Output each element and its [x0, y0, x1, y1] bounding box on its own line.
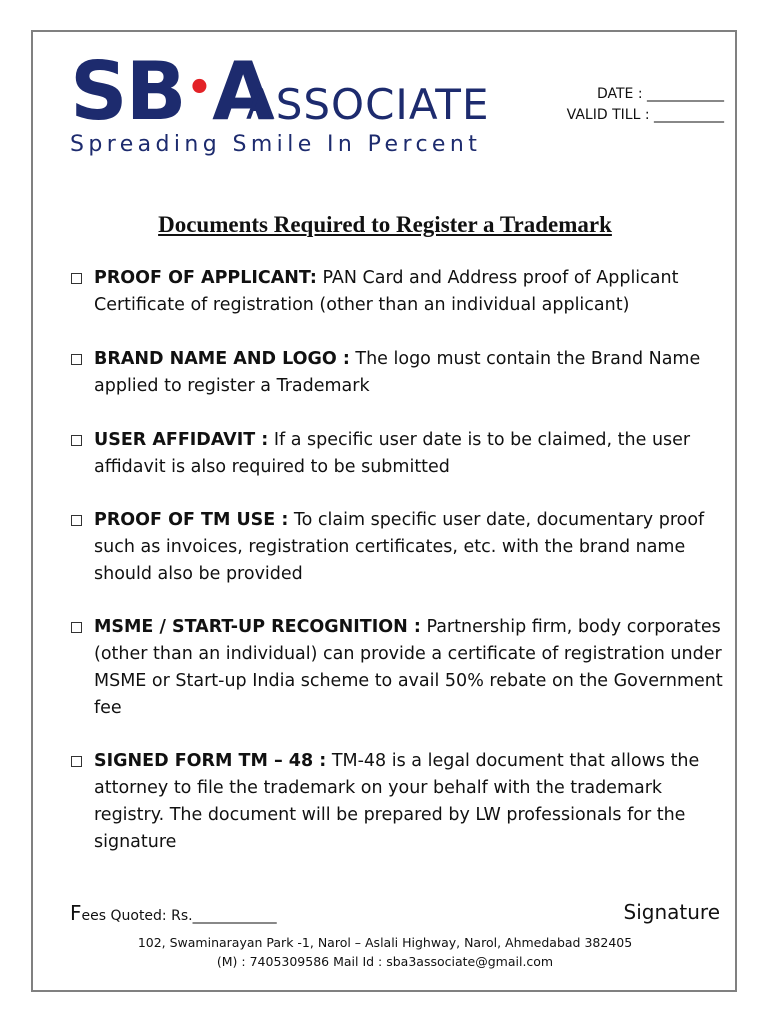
valid-till-field: VALID TILL : __________: [566, 107, 724, 123]
item-heading: USER AFFIDAVIT :: [94, 430, 269, 450]
logo-wordmark: SB•A: [70, 45, 273, 138]
item-text: The logo must contain the Brand Name applied to register a Trademark: [94, 349, 701, 396]
list-item: [70, 614, 730, 722]
item-heading: SIGNED FORM TM – 48 :: [94, 751, 327, 771]
footer-address-block: [0, 933, 770, 971]
list-item: [70, 346, 730, 400]
contact-line: (M) : 7405309586 Mail Id : sba3associate@gmail.com: [216, 954, 554, 969]
item-heading: MSME / START-UP RECOGNITION :: [94, 617, 421, 637]
item-text: TM-48 is a legal document that allows the attorney to file the trademark on your behalf with the trademark registry. The document will be prepared by LW professionals for the signature: [94, 751, 700, 852]
checkbox-icon: [71, 354, 82, 365]
fees-quoted: Fees Quoted: Rs.____________: [70, 901, 277, 925]
list-item: [70, 427, 730, 481]
logo-tagline: Spreading Smile In Percent: [70, 132, 482, 157]
checkbox-icon: [71, 756, 82, 767]
checkbox-icon: [71, 273, 82, 284]
item-heading: PROOF OF TM USE :: [94, 510, 289, 530]
logo-red-dot: •: [186, 65, 211, 111]
date-field: DATE : ___________: [596, 86, 724, 102]
list-item: [70, 265, 730, 319]
address-line: 102, Swaminarayan Park -1, Narol – Aslali Highway, Narol, Ahmedabad 382405: [137, 935, 633, 950]
list-item: [70, 507, 730, 588]
item-heading: PROOF OF APPLICANT:: [94, 268, 317, 288]
signature-label: Signature: [623, 900, 720, 924]
checkbox-icon: [71, 622, 82, 633]
item-text: Partnership firm, body corporates (other than an individual) can provide a certificate of registration under MSME or Start-up India scheme to avail 50% rebate on the Government fee: [94, 617, 723, 718]
logo-associate-text: ASSOCIATE: [246, 80, 490, 129]
list-item: [70, 748, 730, 856]
checkbox-icon: [71, 515, 82, 526]
checkbox-icon: [71, 435, 82, 446]
company-logo: [70, 45, 500, 160]
item-text: If a specific user date is to be claimed, the user affidavit is also required to be submitted: [94, 430, 691, 477]
item-text: To claim specific user date, documentary proof such as invoices, registration certificates, etc. with the brand name should also be provided: [94, 510, 705, 584]
requirements-list: [70, 265, 730, 856]
date-block: [567, 84, 724, 126]
item-text: PAN Card and Address proof of Applicant Certificate of registration (other than an individual applicant): [94, 268, 679, 315]
document-title: Documents Required to Register a Trademark: [158, 212, 612, 237]
item-heading: BRAND NAME AND LOGO :: [94, 349, 350, 369]
